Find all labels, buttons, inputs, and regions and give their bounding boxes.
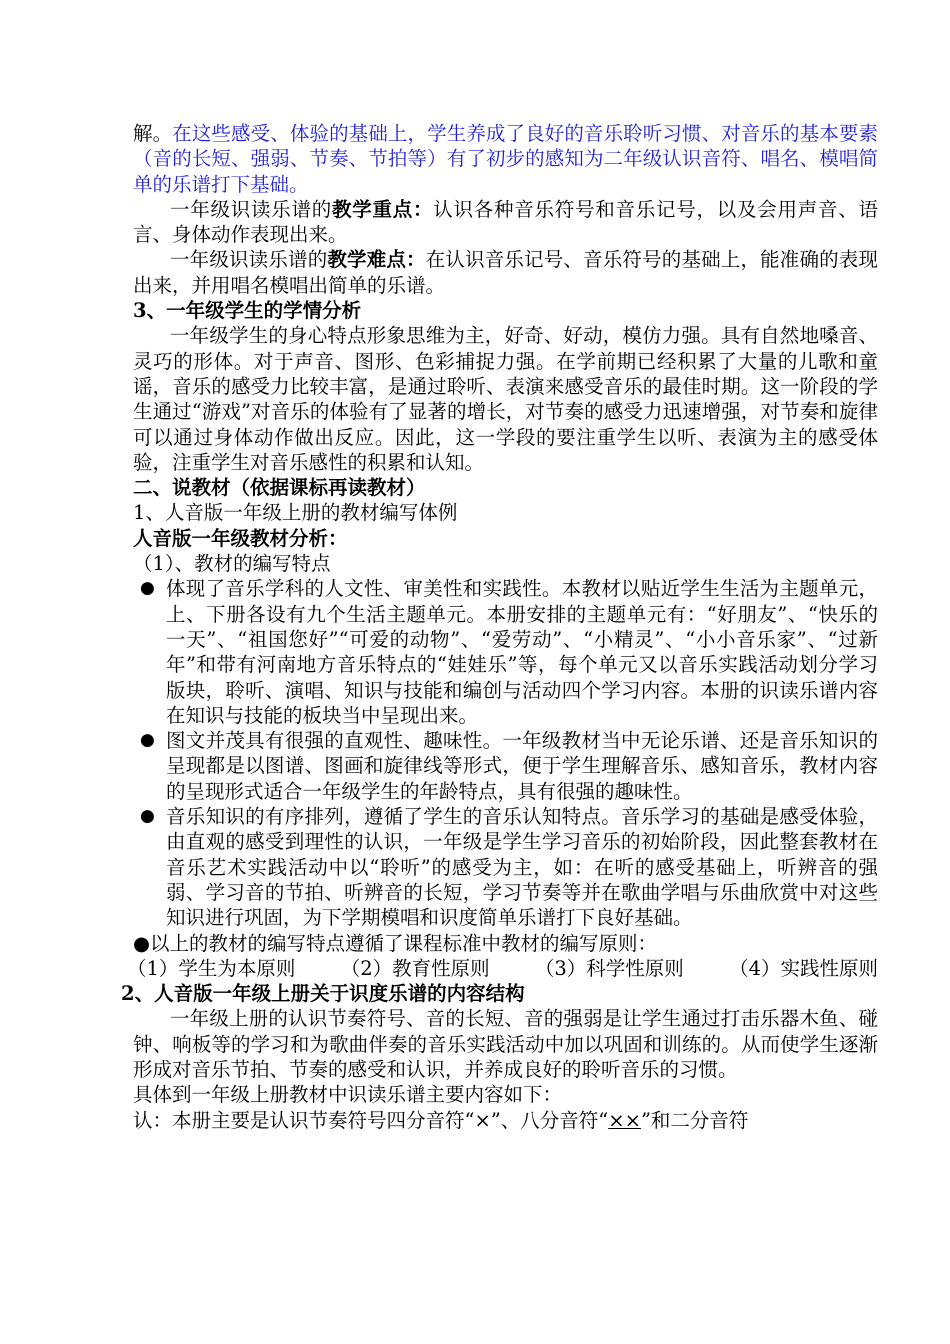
heading-textbook: 二、说教材（依据课标再读教材） — [133, 476, 426, 500]
paragraph-principles-intro: ●以上的教材的编写特点遵循了课程标准中教材的编写原则： — [133, 931, 658, 955]
principle-3: （3）科学性原则 — [534, 956, 684, 980]
paragraph-main-content: 具体到一年级上册教材中识读乐谱主要内容如下： — [133, 1083, 563, 1107]
heading-content-structure: 2、人音版一年级上册关于识度乐谱的内容结构 — [121, 982, 525, 1006]
paragraph-1-highlight: 在这些感受、体验的基础上，学生养成了良好的音乐聆听习惯、对音乐的基本要素（音的长短、强弱、节奏、节拍等）有了初步的感知为二年级认识音符、唱名、模唱简单的乐谱打下基础。 — [133, 122, 878, 196]
paragraph-teaching-difficulty — [133, 247, 878, 298]
principle-2: （2）教育性原则 — [340, 956, 490, 980]
difficulty-lead: 一年级识读乐谱的 — [170, 248, 328, 272]
principle-1: （1）学生为本原则 — [127, 956, 296, 980]
bullet-text-3: 音乐知识的有序排列，遵循了学生的音乐认知特点。音乐学习的基础是感受体验，由直观的感受到理性的认识，一年级是学生学习音乐的初始阶段，因此整套教材在音乐艺术实践活动中以“聆听”的感受为主，如：在听的感受基础上，听辨音的强弱、学习音的节拍、听辨音的长短，学习节奏等并在歌曲学唱与乐曲欣赏中对这些知识进行巩固，为下学期模唱和识度简单乐谱打下良好基础。 — [166, 805, 878, 930]
difficulty-label: 教学难点： — [327, 248, 426, 272]
paragraph-1-start: 解。 — [133, 122, 173, 145]
bullet-item-1 — [140, 576, 878, 728]
bullet-text-2: 图文并茂具有很强的直观性、趣味性。一年级教材当中无论乐谱、还是音乐知识的呈现都是以图谱、图画和旋律线等形式，便于学生理解音乐、感知音乐，教材内容的呈现形式适合一年级学生的年龄特点，具有很强的趣味性。 — [166, 729, 878, 803]
bullet-icon: ● — [140, 730, 155, 751]
heading-student-analysis: 3、一年级学生的学情分析 — [133, 299, 362, 323]
focus-label: 教学重点： — [332, 197, 434, 221]
paragraph-content-structure: 一年级上册的认识节奏符号、音的长短、音的强弱是让学生通过打击乐器木鱼、碰钟、响板等的学习和为歌曲伴奏的音乐实践活动中加以巩固和训练的。从而使学生逐渐形成对音乐节拍、节奏的感受和认识，并养成良好的聆听音乐的习惯。 — [133, 1007, 878, 1081]
bullet-text-1: 体现了音乐学科的人文性、审美性和实践性。本教材以贴近学生生活为主题单元，上、下册各设有九个生活主题单元。本册安排的主题单元有：“好朋友”、“快乐的一天”、“祖国您好”“可爱的动物”、“爱劳动”、“小精灵”、“小小音乐家”、“过新年”和带有河南地方音乐特点的“娃娃乐”等，每个单元又以音乐实践活动划分学习版块，聆听、演唱、知识与技能和编创与活动四个学习内容。本册的识读乐谱内容在知识与技能的板块当中呈现出来。 — [166, 577, 878, 727]
paragraph-teaching-focus — [133, 197, 878, 248]
paragraph-recognize — [133, 1108, 878, 1133]
difficulty-text: 在认识音乐记号、音乐符号的基础上，能准确的表现出来，并用唱名模唱出简单的乐谱。 — [133, 248, 878, 297]
principle-4: （4）实践性原则 — [729, 956, 878, 980]
focus-lead: 一年级识读乐谱的 — [170, 197, 332, 221]
eighth-note-symbol: ×× — [608, 1108, 641, 1132]
document-page — [121, 121, 878, 1133]
principles-list — [127, 956, 878, 981]
recognize-text-start: 认：本册主要是认识节奏符号四分音符“×”、八分音符“ — [133, 1108, 609, 1132]
paragraph-features-title: （1）、教材的编写特点 — [133, 552, 331, 576]
bullet-icon: ● — [140, 578, 155, 599]
paragraph-1 — [133, 121, 878, 197]
bullet-item-2 — [140, 728, 878, 804]
bullet-item-3 — [140, 804, 878, 930]
bullet-icon: ● — [140, 806, 155, 827]
heading-textbook-analysis: 人音版一年级教材分析： — [133, 526, 348, 550]
focus-text: 认识各种音乐符号和音乐记号，以及会用声音、语言、身体动作表现出来。 — [133, 197, 878, 247]
recognize-text-end: ”和二分音符 — [640, 1108, 749, 1132]
paragraph-textbook-style: 1、人音版一年级上册的教材编写体例 — [133, 501, 458, 525]
paragraph-student-analysis: 一年级学生的身心特点形象思维为主，好奇、好动，模仿力强。具有自然地嗓音、灵巧的形体。对于声音、图形、色彩捕捉力强。在学前期已经积累了大量的儿歌和童谣，音乐的感受力比较丰富，是通过聆听、表演来感受音乐的最佳时期。这一阶段的学生通过“游戏”对音乐的体验有了显著的增长，对节奏的感受力迅速增强，对节奏和旋律可以通过身体动作做出反应。因此，这一学段的要注重学生以听、表演为主的感受体验，注重学生对音乐感性的积累和认知。 — [133, 324, 878, 474]
